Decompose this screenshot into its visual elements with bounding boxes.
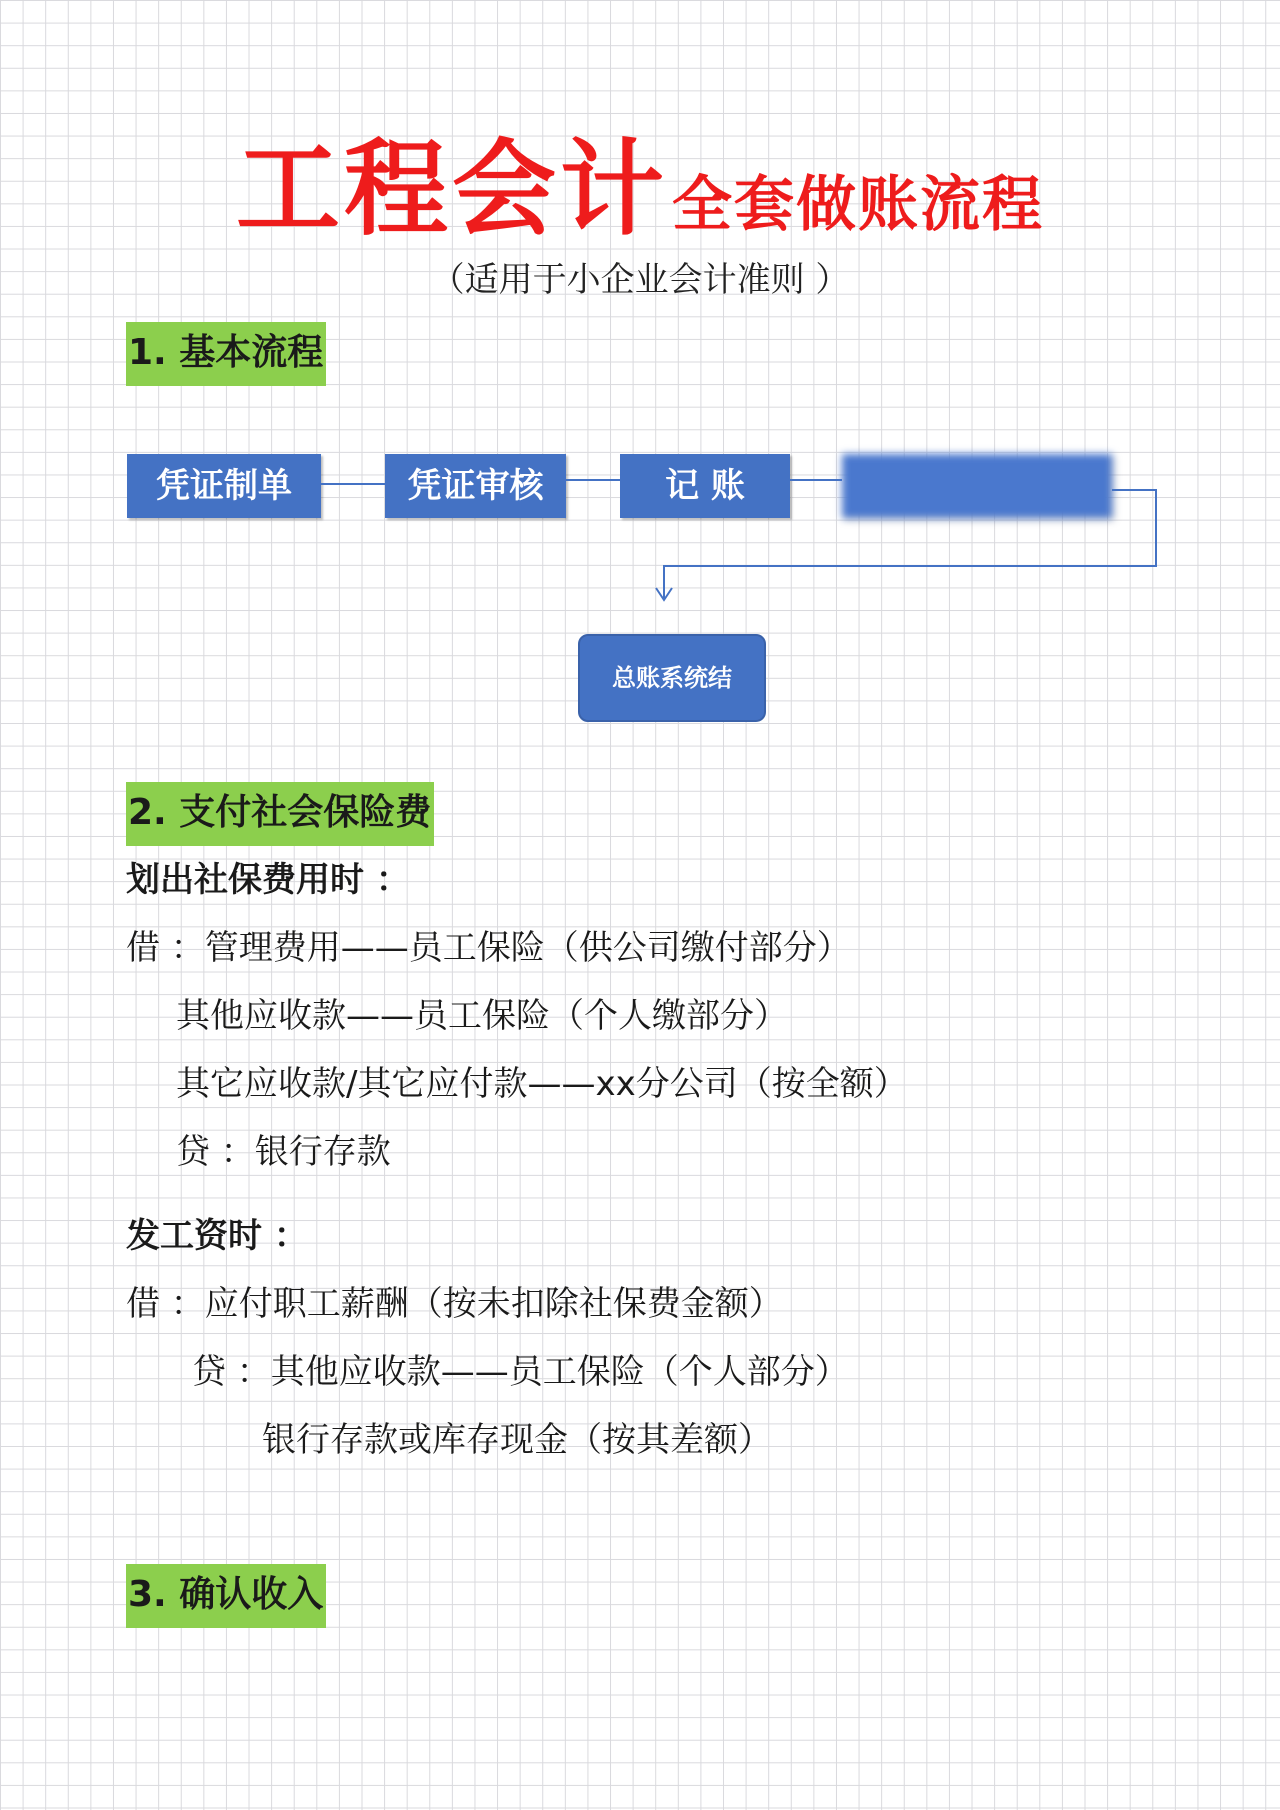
payroll-credit-line: 贷 ：其他应收款——员工保险（个人部分）	[192, 1352, 849, 1392]
allocation-line: 其它应收款/其它应付款——xx分公司（按全额）	[176, 1064, 908, 1104]
section-heading-basic-flow: 1. 基本流程	[126, 322, 326, 386]
flow-result-general-ledger: 总账系统结	[578, 634, 766, 722]
flow-step-voucher-entry: 凭证制单	[127, 454, 321, 518]
allocation-label: 划出社保费用时 ：	[126, 860, 410, 900]
section-heading-revenue: 3. 确认收入	[126, 1564, 326, 1628]
allocation-debit-line: 借 ：管理费用——员工保险（供公司缴付部分）	[126, 928, 851, 968]
page-subtitle: （适用于小企业会计准则 ）	[430, 260, 850, 300]
flow-step-posting: 记 账	[620, 454, 790, 518]
allocation-credit-line: 贷 ：银行存款	[176, 1132, 391, 1172]
title-sub: 全套做账流程	[672, 170, 1044, 240]
payroll-label: 发工资时 ：	[126, 1216, 308, 1256]
payroll-line: 银行存款或库存现金（按其差额）	[262, 1420, 772, 1460]
allocation-line: 其他应收款——员工保险（个人缴部分）	[176, 996, 788, 1036]
payroll-debit-line: 借 ：应付职工薪酬（按未扣除社保费金额）	[126, 1284, 783, 1324]
section-heading-social-insurance: 2. 支付社会保险费	[126, 782, 434, 846]
flow-step-voucher-review: 凭证审核	[385, 454, 566, 518]
title-main: 工程会计	[235, 128, 668, 250]
